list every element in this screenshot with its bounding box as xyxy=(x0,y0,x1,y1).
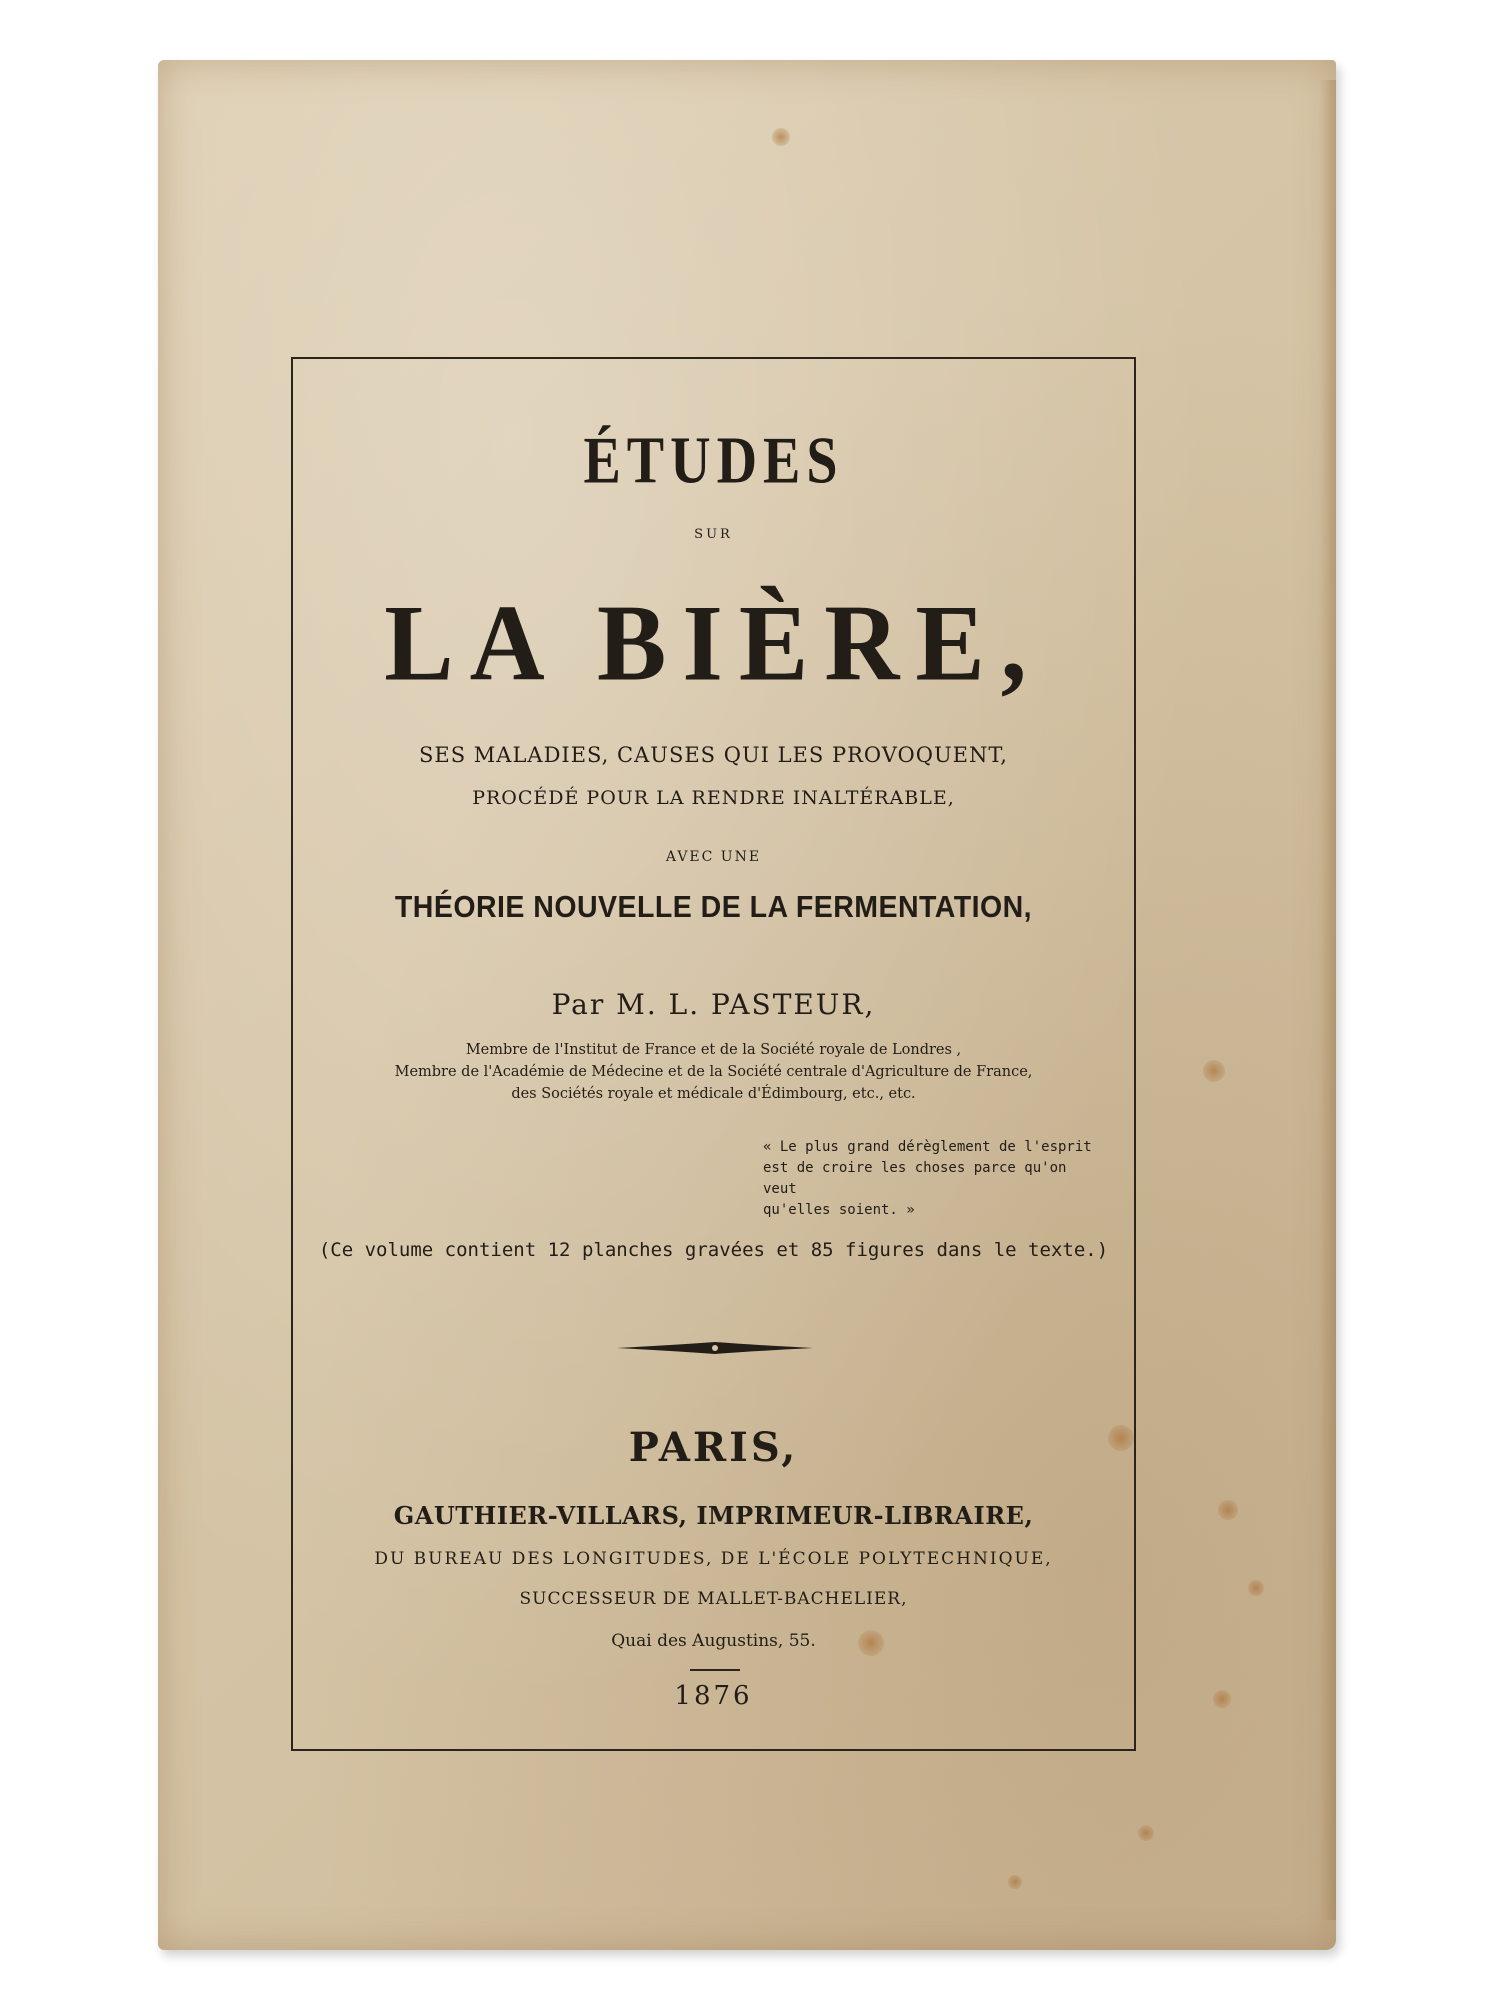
subtitle-line-1: SES MALADIES, CAUSES QUI LES PROVOQUENT, xyxy=(419,743,1008,767)
foxing-stain xyxy=(1218,1500,1238,1520)
year-rule xyxy=(690,1669,740,1671)
title-etudes: ÉTUDES xyxy=(583,423,844,499)
publisher-line-2: DU BUREAU DES LONGITUDES, DE L'ÉCOLE POLYTECHNIQUE, xyxy=(374,1549,1053,1569)
ornament-divider xyxy=(615,1337,815,1359)
imprint-city: PARIS, xyxy=(628,1424,799,1471)
epigraph-line: qu'elles soient. » xyxy=(763,1202,915,1218)
main-title: LA BIÈRE, xyxy=(384,583,1043,704)
epigraph-line: « Le plus grand dérèglement de l'esprit xyxy=(763,1139,1092,1155)
affiliation-line: des Sociétés royale et médicale d'Édimbourg, etc., etc. xyxy=(511,1086,916,1102)
avec-une: AVEC UNE xyxy=(665,849,762,865)
theory-title: THÉORIE NOUVELLE DE LA FERMENTATION, xyxy=(394,889,1033,924)
title-sur: SUR xyxy=(694,527,733,542)
publication-year: 1876 xyxy=(674,1681,753,1711)
foxing-stain xyxy=(1213,1690,1231,1708)
epigraph-line: est de croire les choses parce qu'on veut xyxy=(763,1160,1067,1197)
page-edges xyxy=(1320,80,1336,1920)
volume-note: (Ce volume contient 12 planches gravées et 85 figures dans le texte.) xyxy=(318,1239,1109,1261)
foxing-stain xyxy=(1008,1875,1022,1889)
publisher-address: Quai des Augustins, 55. xyxy=(611,1631,816,1651)
foxing-stain xyxy=(1138,1825,1154,1841)
foxing-stain xyxy=(1203,1060,1225,1082)
author-affiliations xyxy=(293,1039,1134,1105)
book-cover xyxy=(158,60,1336,1950)
affiliation-line: Membre de l'Institut de France et de la Société royale de Londres , xyxy=(465,1042,962,1058)
author-line: Par M. L. PASTEUR, xyxy=(551,988,876,1021)
foxing-stain xyxy=(1248,1580,1264,1596)
affiliation-line: Membre de l'Académie de Médecine et de la Société centrale d'Agriculture de France, xyxy=(394,1064,1033,1080)
publisher-name: GAUTHIER-VILLARS, IMPRIMEUR-LIBRAIRE, xyxy=(393,1501,1034,1530)
foxing-stain xyxy=(772,128,790,146)
title-border-frame xyxy=(291,357,1136,1751)
epigraph xyxy=(763,1137,1103,1221)
subtitle-line-2: PROCÉDÉ POUR LA RENDRE INALTÉRABLE, xyxy=(472,787,955,809)
publisher-line-3: SUCCESSEUR DE MALLET-BACHELIER, xyxy=(519,1589,908,1609)
